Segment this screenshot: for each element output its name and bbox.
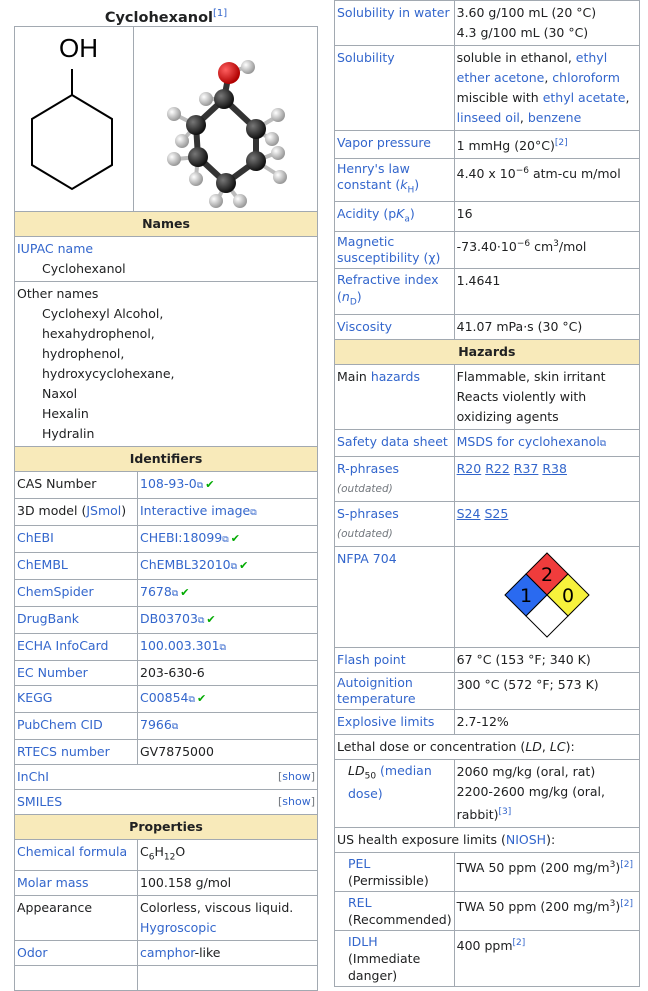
show-bracket-open: [ (277, 770, 283, 783)
molar-mass-row (15, 870, 318, 895)
idlh-sub-line1: (Immediate (348, 950, 421, 966)
lethal-dose-header: Lethal dose or concentration ( (337, 738, 526, 754)
rtecs-label-link[interactable]: RTECS number (17, 744, 110, 759)
ri-sub: D (349, 297, 357, 308)
acidity-close: ) (409, 205, 415, 221)
other-name-item: Hexalin (42, 406, 89, 421)
ld50-ref-link[interactable]: [3] (498, 806, 512, 817)
formula-h: H (154, 844, 164, 859)
autoignition-value: 300 °C (572 °F; 573 K) (454, 672, 639, 709)
henry-label-link[interactable] (337, 161, 420, 196)
viscosity-row (335, 314, 640, 339)
chembl-row (15, 553, 318, 580)
compound-name: Cyclohexanol (104, 9, 213, 26)
pel-close: ) (615, 859, 621, 875)
verified-check-icon: ✔ (206, 613, 216, 626)
magnetic-value: -73.40·10 (456, 239, 517, 255)
chemspider-link[interactable]: 7678 (140, 584, 172, 599)
magnetic-row (335, 232, 640, 269)
s-phrase-link[interactable]: S25 (484, 505, 509, 521)
pubchem-label-link[interactable]: PubChem CID (17, 717, 103, 732)
kegg-row (15, 686, 318, 713)
magnetic-unit-post: /mol (558, 239, 587, 255)
camphor-link[interactable]: camphor (140, 944, 195, 960)
solubility-water-label-link[interactable]: Solubility in water (337, 5, 450, 20)
show-bracket-close: ] (310, 795, 315, 808)
flash-point-value: 67 °C (153 °F; 340 K) (454, 647, 639, 672)
verified-check-icon: ✔ (239, 559, 249, 572)
drugbank-label-link[interactable]: DrugBank (17, 611, 80, 626)
autoignition-row (335, 672, 640, 709)
chembl-label-link[interactable]: ChEMBL (17, 557, 68, 572)
external-link-icon: ⧉ (599, 438, 607, 449)
chembl-link[interactable]: ChEMBL32010 (140, 557, 231, 572)
kegg-label-link[interactable]: KEGG (17, 690, 53, 705)
ec-number-value: 203-630-6 (138, 661, 318, 686)
chemspider-row (15, 580, 318, 607)
drugbank-link[interactable]: DB03703 (140, 611, 198, 626)
refractive-index-value: 1.4641 (454, 269, 639, 315)
acidity-row (335, 201, 640, 232)
skeletal-oh-label: OH (59, 33, 98, 63)
other-names-label: Other names (17, 286, 99, 301)
henry-label-line2: constant ( (337, 177, 401, 193)
magnetic-label-link[interactable] (337, 234, 440, 265)
formula-c-count: 6 (148, 852, 155, 863)
verified-check-icon: ✔ (205, 478, 215, 491)
formula-c: C (140, 844, 149, 859)
main-hazards-label: Main (337, 368, 371, 384)
iupac-name-value: Cyclohexanol (42, 261, 126, 276)
outdated-text: outdated (341, 482, 389, 495)
appearance-label: Appearance (15, 895, 138, 940)
ri-label-line1: Refractive index (337, 272, 439, 288)
ball-and-stick-drawing (134, 27, 320, 211)
r-phrase-link[interactable]: R20 (456, 460, 482, 476)
show-bracket-open: [ (277, 795, 283, 808)
main-hazards-line1: Flammable, skin irritant (456, 368, 606, 384)
verified-check-icon: ✔ (196, 692, 207, 705)
s-phrases-row (335, 501, 640, 546)
idlh-row (335, 930, 640, 986)
drugbank-row (15, 607, 318, 634)
miscible-text: miscible with (456, 90, 543, 105)
ld50-row (335, 759, 640, 827)
nfpa-row (335, 546, 640, 647)
rel-close: ) (615, 898, 621, 914)
echa-link[interactable]: 100.003.301 (140, 638, 220, 653)
odor-row (15, 940, 318, 965)
refractive-index-row (335, 269, 640, 315)
acidity-k: K (396, 205, 405, 221)
vapor-pressure-value: 1 mmHg (20°C) (456, 138, 555, 154)
idlh-link[interactable]: IDLH (348, 933, 378, 949)
ball-and-stick-image[interactable] (134, 27, 320, 211)
lc-abbrev: LC (549, 738, 566, 754)
ec-number-label-link[interactable]: EC Number (17, 665, 88, 680)
autoignition-label-line2: temperature (337, 690, 416, 706)
s-phrase-link[interactable]: S24 (456, 505, 481, 521)
molar-mass-label-link[interactable]: Molar mass (17, 874, 89, 890)
vapor-pressure-ref-link[interactable]: [2] (554, 138, 568, 148)
r-phrase-link[interactable]: R38 (542, 460, 567, 476)
s-outdated-note: (outdated) (337, 527, 393, 540)
pubchem-row (15, 713, 318, 740)
pubchem-link[interactable]: 7966 (140, 717, 172, 732)
pel-value: TWA 50 ppm (200 mg/m (456, 859, 610, 875)
ethyl-ether-link[interactable]: ethyl ether (456, 50, 608, 85)
solubility-sep: , (519, 110, 528, 125)
niosh-link[interactable]: NIOSH (505, 831, 547, 847)
ri-n: n (341, 289, 350, 305)
rel-exp: 3 (609, 898, 616, 909)
inchi-row (15, 765, 318, 790)
solubility-water-row (335, 1, 640, 46)
acidity-label-link[interactable] (337, 205, 415, 225)
pel-sub: (Permissible) (348, 872, 429, 888)
echa-row (15, 634, 318, 661)
hazards-header-row (335, 339, 640, 364)
external-link-icon: ⧉ (230, 562, 238, 572)
infobox-left-table (14, 211, 318, 991)
magnetic-label-line1: Magnetic (337, 234, 395, 250)
cas-label: CAS Number (17, 476, 97, 491)
infobox-left-column (14, 0, 318, 991)
henry-row (335, 159, 640, 202)
chebi-label-link[interactable]: ChEBI (17, 530, 54, 545)
rel-ref-link[interactable]: [2] (620, 898, 633, 909)
jsmol-link[interactable]: JSmol (86, 503, 122, 518)
names-header: Names (15, 212, 318, 237)
henry-unit: atm-cu m/mol (529, 166, 621, 182)
ld50-value-2: 2200-2600 mg/kg (oral, (456, 783, 605, 799)
appearance-value: Colorless, viscous liquid. (140, 899, 294, 915)
sds-label-link[interactable]: Safety data sheet (337, 433, 448, 449)
nfpa-label-link[interactable]: NFPA 704 (337, 550, 397, 566)
us-limits-header: US health exposure limits ( (337, 831, 506, 847)
nfpa-reactivity-value: 0 (561, 584, 574, 607)
3d-model-label: 3D model ( (17, 503, 87, 518)
lethal-dose-header-row (335, 734, 640, 759)
external-link-icon: ⧉ (188, 695, 195, 705)
cas-link[interactable]: 108-93-0 (140, 476, 197, 491)
formula-row (15, 840, 318, 871)
median-dose-line1: (median (376, 762, 432, 778)
explosive-limits-value: 2.7-12% (454, 709, 639, 734)
r-phrase-link[interactable]: R37 (513, 460, 539, 476)
show-bracket-close: ] (310, 770, 315, 783)
other-name-item: hydrophenol, (42, 346, 125, 361)
odor-label-link[interactable]: Odor (17, 944, 48, 960)
external-link-icon: ⧉ (196, 481, 204, 491)
solubility-label-link[interactable]: Solubility (337, 50, 395, 65)
benzene-link[interactable]: benzene (527, 110, 582, 125)
nfpa-diamond-icon[interactable] (457, 549, 637, 639)
chemspider-label-link[interactable]: ChemSpider (17, 584, 94, 599)
henry-exp: −6 (515, 166, 529, 177)
solubility-text: soluble in ethanol, (456, 50, 576, 65)
ld-close: ): (565, 738, 575, 754)
formula-o: O (175, 844, 186, 859)
msds-link[interactable]: MSDS for cyclohexanol (456, 433, 600, 449)
infobox-right-column (334, 0, 638, 987)
solubility-sep: , (625, 90, 630, 105)
refractive-index-label-link[interactable] (337, 272, 439, 308)
3d-model-row (15, 499, 318, 526)
ri-close: ) (356, 289, 362, 305)
pel-exp: 3 (609, 859, 616, 870)
main-hazards-row (335, 364, 640, 429)
external-link-icon: ⧉ (171, 722, 179, 732)
other-name-item: Hydralin (42, 426, 95, 441)
pel-row (335, 852, 640, 891)
ld50-value-1: 2060 mg/kg (oral, rat) (456, 763, 596, 779)
inchi-label-link[interactable]: InChI (17, 769, 49, 784)
inchi-show-toggle[interactable] (278, 767, 315, 787)
autoignition-label-link[interactable] (337, 675, 416, 706)
structure-images (14, 26, 318, 211)
smiles-row (15, 790, 318, 815)
hazards-header: Hazards (335, 339, 640, 364)
vapor-pressure-row (335, 131, 640, 159)
ri-open: ( (337, 289, 342, 305)
ethyl-acetate-link[interactable]: ethyl acetate (542, 90, 626, 105)
us-limits-close: ): (546, 831, 556, 847)
ld50-label: LD (348, 762, 365, 778)
solubility-water-value-1: 3.60 g/100 mL (20 °C) (456, 5, 597, 20)
henry-value: 4.40 x 10 (456, 166, 516, 182)
viscosity-value: 41.07 mPa·s (30 °C) (454, 314, 639, 339)
idlh-sub-line2: danger) (348, 967, 398, 983)
median-dose-line2: dose) (348, 786, 383, 802)
infobox-right-table (334, 0, 640, 987)
verified-check-icon: ✔ (180, 586, 190, 599)
rel-link[interactable]: REL (348, 894, 372, 910)
skeletal-formula-image[interactable] (15, 27, 134, 211)
explosive-limits-row (335, 709, 640, 734)
names-header-row (15, 212, 318, 237)
chebi-link[interactable]: CHEBI:18099 (140, 530, 223, 545)
iupac-name-link[interactable]: IUPAC name (17, 241, 94, 256)
hazards-link[interactable]: hazards (370, 368, 420, 384)
interactive-image-link[interactable]: Interactive image (140, 503, 251, 518)
henry-sub: H (407, 185, 415, 196)
nfpa-health-value: 1 (519, 584, 532, 607)
appearance-row (15, 895, 318, 940)
s-phrases-label-link[interactable]: S-phrases (337, 505, 399, 521)
pel-link[interactable]: PEL (348, 855, 371, 871)
molar-mass-value: 100.158 g/mol (138, 870, 318, 895)
rtecs-row (15, 740, 318, 765)
magnetic-exp: −6 (516, 239, 531, 250)
ld50-value-3: rabbit) (456, 806, 499, 822)
main-hazards-line2: Reacts violently with (456, 388, 587, 404)
us-limits-header-row (335, 827, 640, 852)
viscosity-label-link[interactable]: Viscosity (337, 318, 393, 334)
nfpa-fire-value: 2 (540, 563, 553, 586)
acetone-link[interactable]: acetone (493, 70, 545, 85)
external-link-icon: ⧉ (250, 508, 257, 518)
other-names-row (15, 282, 318, 447)
ec-number-row (15, 661, 318, 686)
solubility-sep: , (544, 70, 553, 85)
other-name-item: hexahydrophenol, (42, 326, 155, 341)
formula-value (138, 840, 318, 871)
iupac-row (15, 237, 318, 282)
smiles-show-toggle[interactable] (278, 792, 315, 812)
identifiers-header-row (15, 447, 318, 472)
echa-label-link[interactable]: ECHA InfoCard (17, 638, 109, 653)
ld-sep: , (541, 738, 550, 754)
acidity-value: 16 (454, 201, 639, 232)
henry-close: ) (414, 177, 420, 193)
cas-row (15, 472, 318, 499)
r-outdated-note: (outdated) (337, 482, 393, 495)
3d-model-label-close: ) (121, 503, 127, 518)
external-link-icon: ⧉ (222, 535, 229, 545)
external-link-icon: ⧉ (219, 643, 226, 653)
kegg-link[interactable]: C00854 (140, 690, 189, 705)
idlh-ref-link[interactable]: [2] (512, 937, 526, 948)
external-link-icon: ⧉ (197, 616, 205, 626)
magnetic-label-line2: susceptibility (χ) (337, 250, 441, 266)
chloroform-link[interactable]: chloroform (552, 70, 620, 85)
verified-check-icon: ✔ (230, 532, 240, 545)
magnetic-unit-exp: 3 (553, 239, 559, 250)
linseed-oil-link[interactable]: linseed oil (456, 110, 520, 125)
r-phrases-label-link[interactable]: R-phrases (337, 460, 400, 476)
show-text: show (282, 770, 311, 783)
formula-label-link[interactable]: Chemical formula (17, 844, 128, 859)
chebi-row (15, 526, 318, 553)
main-hazards-line3: oxidizing agents (456, 408, 559, 424)
solubility-row (335, 46, 640, 131)
rel-row (335, 891, 640, 930)
acidity-label: Acidity (p (337, 205, 397, 221)
henry-label-line1: Henry's law (337, 161, 410, 177)
ld50-sub: 50 (364, 771, 377, 782)
formula-h-count: 12 (163, 852, 176, 863)
other-name-item: hydroxycyclohexane, (42, 366, 175, 381)
explosive-limits-label-link[interactable]: Explosive limits (337, 713, 435, 729)
rel-value: TWA 50 ppm (200 mg/m (456, 898, 610, 914)
idlh-value: 400 ppm (456, 937, 513, 953)
solubility-water-value-2: 4.3 g/100 mL (30 °C) (456, 25, 589, 40)
ld-abbrev: LD (525, 738, 542, 754)
properties-header-row (15, 815, 318, 840)
title-ref-link[interactable]: [1] (213, 8, 228, 19)
flash-point-row (335, 647, 640, 672)
flash-point-label-link[interactable]: Flash point (337, 651, 406, 667)
rel-sub: (Recommended) (348, 911, 452, 927)
outdated-text: outdated (341, 527, 389, 540)
external-link-icon: ⧉ (171, 589, 179, 599)
henry-k: k (400, 177, 408, 193)
hygroscopic-link[interactable]: Hygroscopic (140, 919, 217, 935)
vapor-pressure-label-link[interactable]: Vapor pressure (337, 135, 431, 150)
smiles-label-link[interactable]: SMILES (17, 794, 63, 809)
show-text: show (282, 795, 311, 808)
identifiers-header: Identifiers (15, 447, 318, 472)
pel-ref-link[interactable]: [2] (620, 859, 633, 870)
sds-row (335, 429, 640, 456)
infobox-title (14, 0, 318, 26)
other-name-item: Cyclohexyl Alcohol, (42, 306, 164, 321)
partial-row (15, 965, 318, 990)
acidity-sub: a (404, 214, 410, 225)
skeletal-formula-drawing (15, 27, 133, 211)
odor-suffix: -like (194, 944, 221, 960)
magnetic-unit: cm (530, 239, 554, 255)
other-name-item: Naxol (42, 386, 78, 401)
properties-header: Properties (15, 815, 318, 840)
autoignition-label-line1: Autoignition (337, 674, 413, 690)
rtecs-value: GV7875000 (138, 740, 318, 765)
r-phrase-link[interactable]: R22 (485, 460, 510, 476)
r-phrases-row (335, 456, 640, 501)
